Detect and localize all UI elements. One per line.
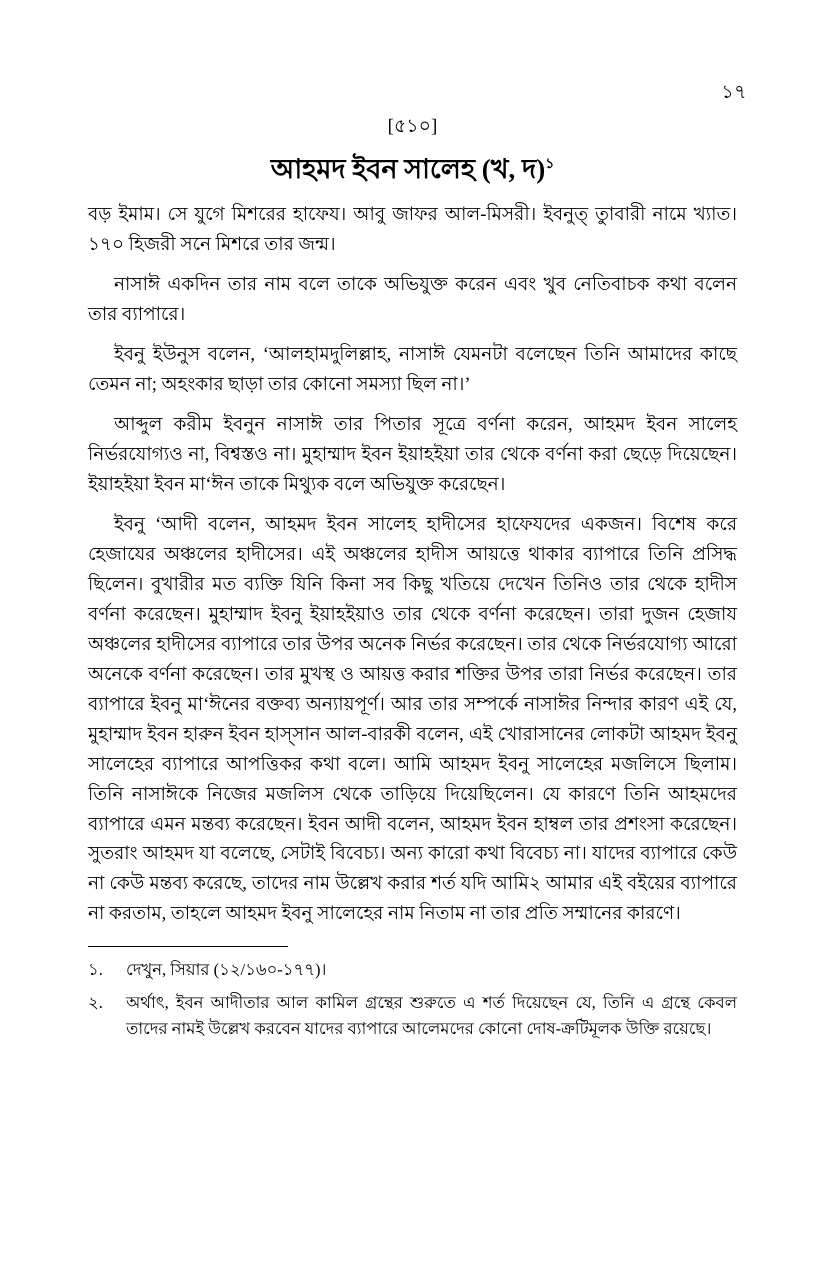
paragraph: ইবনু ইউনুস বলেন, ‘আলহামদুলিল্লাহ, নাসাঈ যেমনটা বলেছেন তিনি আমাদের কাছে তেমন না; অহংকার ছাড়া তার কোনো সমস্যা ছিল না।’ (88, 344, 737, 395)
footnote-number: ১. (88, 960, 103, 980)
page-number: ১৭ (721, 82, 747, 103)
section-label: [৫১০] (387, 116, 438, 137)
footnote-item (88, 990, 737, 1043)
footnote-text: দেখুন, সিয়ার (১২/১৬০-১৭৭)। (126, 960, 327, 980)
page-content (88, 112, 737, 1049)
paragraph: ইবনু ‘আদী বলেন, আহমদ ইবন সালেহ হাদীসের হাফেযদের একজন। বিশেষ করে হেজাযের অঞ্চলের হাদীসের। এই অঞ্চলের হাদীস আয়ত্তে থাকার ব্যাপারে তিনি প্রসিদ্ধ ছিলেন। বুখারীর মত ব্যক্তি যিনি কিনা সব কিছু খতিয়ে দেখেন তিনিও তার থেকে হাদীস বর্ণনা করেছেন। মুহাম্মাদ ইবনু ইয়াহইয়াও তার থেকে বর্ণনা করেছেন। তারা দুজন হেজায অঞ্চলের হাদীসের ব্যাপারে তার উপর অনেক নির্ভর করেছেন। তার থেকে নির্ভরযোগ্য আরো অনেকে বর্ণনা করেছেন। তার মুখস্থ ও আয়ত্ত করার শক্তির উপর তারা নির্ভর করেছেন। তার ব্যাপারে ইবনু মা‘ঈনের বক্তব্য অন্যায়পূর্ণ। আর তার সম্পর্কে নাসাঈর নিন্দার কারণ এই যে, মুহাম্মাদ ইবন হারুন ইবন হাস্সান আল-বারকী বলেন, এই খোরাসানের লোকটা আহমদ ইবনু সালেহের ব্যাপারে আপত্তিকর কথা বলে। আমি আহমদ ইবনু সালেহের মজলিসে ছিলাম। তিনি নাসাঈকে নিজের মজলিস থেকে তাড়িয়ে দিয়েছিলেন। যে কারণে তিনি আহমদের ব্যাপারে এমন মন্তব্য করেছেন। ইবন আদী বলেন, আহমদ ইবন হাম্বল তার প্রশংসা করেছেন। সুতরাং আহমদ যা বলেছে, সেটাই বিবেচ্য। অন্য কারো কথা বিবেচ্য না। যাদের ব্যাপারে কেউ না কেউ মন্তব্য করেছে, তাদের নাম উল্লেখ করার শর্ত যদি আমি২ আমার এই বইয়ের ব্যাপারে না করতাম, তাহলে আহমদ ইবনু সালেহের নাম নিতাম না তার প্রতি সম্মানের কারণে। (88, 514, 737, 925)
footnote-list (88, 957, 737, 1042)
footnote-item (88, 957, 737, 983)
page-title-footnote-marker: ১ (545, 157, 555, 172)
paragraph: নাসাঈ একদিন তার নাম বলে তাকে অভিযুক্ত করেন এবং খুব নেতিবাচক কথা বলেন তার ব্যাপারে। (88, 275, 737, 325)
paragraph: আব্দুল করীম ইবনুন নাসাঈ তার পিতার সূত্রে বর্ণনা করেন, আহমদ ইবন সালেহ নির্ভরযোগ্যও না, বিশ্বস্তও না। মুহাম্মাদ ইবন ইয়াহইয়া তার থেকে বর্ণনা করা ছেড়ে দিয়েছেন। ইয়াহইয়া ইবন মা‘ঈন তাকে মিথ্যুক বলে অভিযুক্ত করেছেন। (88, 414, 737, 495)
footnote-divider (88, 946, 288, 947)
footnote-number: ২. (88, 992, 103, 1012)
page-title-text: আহমদ ইবন সালেহ (খ, দ) (270, 154, 546, 184)
page-title (88, 152, 737, 187)
paragraph: বড় ইমাম। সে যুগে মিশরের হাফেয। আবু জাফর আল-মিসরী। ইবনুত্ তুাবারী নামে খ্যাত। ১৭০ হিজরী সনে মিশরে তার জন্ম। (88, 205, 737, 256)
footnote-text: অর্থাৎ, ইবন আদীতার আল কামিল গ্রন্থের শুরুতে এ শর্ত দিয়েছেন যে, তিনি এ গ্রন্থে কেবল তাদের নামই উল্লেখ করবেন যাদের ব্যাপারে আলেমদের কোনো দোষ-ক্রটিমূলক উক্তি রয়েছে। (126, 992, 737, 1039)
